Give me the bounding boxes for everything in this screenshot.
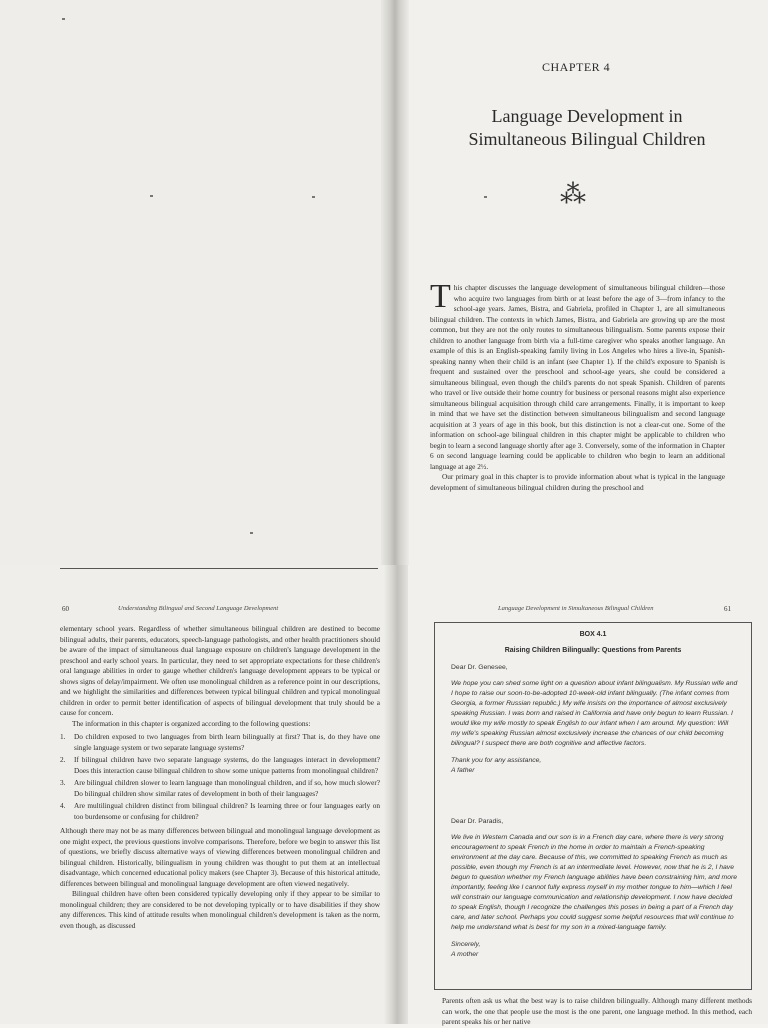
letter-salutation: Dear Dr. Paradis, [451, 818, 504, 825]
speck [484, 196, 487, 198]
box-title: Raising Children Bilingually: Questions from Parents [504, 647, 682, 654]
right-page-body [442, 996, 752, 1028]
left-page-body [60, 624, 380, 931]
question-item: 4. Are multilingual children distinct from bilingual children? Is learning three or four languages early on too burdensome or confusing for children? [60, 801, 380, 821]
running-head-right: Language Development in Simultaneous Bilingual Children [498, 605, 654, 612]
letter-from-father [451, 663, 739, 776]
running-head-left: Understanding Bilingual and Second Language Development [118, 605, 279, 612]
paragraph: elementary school years. Regardless of whether simultaneous bilingual children are destined to become bilingual adults, their parents, educators, speech-language pathologists, and other health practitioners should be aware of the impact of simultaneous dual language exposure on children's language development in the preschool and early school years. In particular, they need to set appropriate expectations for these children's oral language abilities in order to gauge whether children's language development appears to be typical or shows signs of delay/impairment. We often use monolingual children as a reference point in our descriptions, and we highlight the similarities and differences between typical bilingual children and typical monolingual children in order to permit better identification of aspects of bilingual development that truly should be a cause for concern. [60, 624, 380, 717]
book-gutter-top [381, 0, 409, 565]
chapter-title-line-2: Simultaneous Bilingual Children [468, 129, 706, 149]
paragraph: The information in this chapter is organized according to the following questions: [72, 718, 311, 728]
chapter-title [432, 105, 742, 151]
letter-body: We live in Western Canada and our son is in a French day care, where there is very strong encouragement to speak French in the home in order to maintain a French-speaking environment at the day care. Because of this, we committed to speaking French as much as possible, even though my French is at an intermediate level. However, now that he is 2, I have begun to question whether my French language abilities have been constraining him, and more importantly, feeling like I cannot fully express myself in my mother tongue to him—which I feel will constrain our language communication and relationship development. I now have decided to speak English, though I recognize the challenges this poses in being a part of a French day care, and later school. Perhaps you could suggest some helpful resources that will continue to help me understand what is best for my son in a mixed-language family. [451, 834, 738, 931]
question-item: 2. If bilingual children have two separate language systems, do the languages interact in development? Does this interaction cause bilingual children to show some unique patterns from monolingual children? [60, 755, 380, 775]
blank-page-top-left [0, 0, 392, 565]
sidebar-box-4-1 [434, 622, 752, 990]
chapter-opening-page [392, 0, 768, 565]
speck [312, 196, 315, 198]
chapter-title-line-1: Language Development in [491, 106, 683, 126]
paragraph: Parents often ask us what the best way is to raise children bilingually. Although many different methods can work, the one that people use the most is the one parent, one language method. In this method, each parent speaks his or her native [442, 996, 752, 1026]
letter-from-mother [451, 817, 739, 960]
speck [150, 195, 153, 197]
asterism-ornament-icon: ⁂ [560, 180, 586, 209]
chapter-label: CHAPTER 4 [542, 60, 611, 74]
book-gutter-bottom [384, 565, 408, 1024]
question-item: 3. Are bilingual children slower to learn language than monolingual children, and if so, how much slower? Do bilingual children show similar rates of development in both of their languages? [60, 778, 380, 798]
letter-salutation: Dear Dr. Genesee, [451, 664, 508, 671]
paragraph: Bilingual children have often been considered typically developing only if they appear to be similar to monolingual children; they are considered to be not developing typically or to have disabilities if they show any differences. This kind of attitude results when monolingual children's development is taken as the norm, even though, as discussed [60, 889, 380, 930]
page-number-right: 61 [724, 605, 731, 613]
page-number-left: 60 [62, 605, 69, 613]
intro-paragraph-1: his chapter discusses the language development of simultaneous bilingual children—those who acquire two languages from birth or at least before the age of 3—from infancy to the school-age years. James, Bistra, and Gabriela, profiled in Chapter 1, are all simultaneous bilingual children. The contexts in which James, Bistra, and Gabriela are growing up are the most common, but they are not the only routes to simultaneous bilingualism. Some parents expose their children to another language from birth via a full-time caregiver who speaks another language. An example of this is an English-speaking family living in Los Angeles who hires a live-in, Spanish-speaking nanny when their child is an infant (see Chapter 1). If the child's exposure to Spanish is frequent and sustained over the preschool and school-age years, she could be considered a simultaneous bilingual, even though the child's parents do not speak Spanish. Children of parents who travel or live outside their home country for business or personal reasons might also experience simultaneous bilingual acquisition through child care arrangements. Finally, it is important to keep in mind that we have set the distinction between simultaneous bilingualism and second language acquisition at 3 years of age in this book, but this distinction is not a clear-cut one. Some of the information on school-age bilingual children in this chapter might be applicable to children who begin to learn a second language shortly after age 3. Conversely, some of the information in Chapter 6 on second language learning could be applicable to children who begin to learn an additional language at age 2½. [430, 283, 725, 471]
letter-closing: Thank you for any assistance, [451, 757, 542, 764]
question-list [60, 732, 380, 822]
page-edge-rule [60, 568, 378, 569]
letter-signature: A father [451, 767, 475, 774]
chapter-introduction [430, 278, 725, 493]
letter-closing: Sincerely, [451, 941, 481, 948]
box-label: BOX 4.1 [579, 631, 607, 638]
speck [250, 532, 253, 534]
question-item: 1. Do children exposed to two languages from birth learn bilingually at first? That is, do they have one single language system or two separate language systems? [60, 732, 380, 752]
intro-paragraph-2: Our primary goal in this chapter is to provide information about what is typical in the language development of simultaneous bilingual children during the preschool and [430, 472, 725, 492]
letter-signature: A mother [451, 951, 479, 958]
speck [62, 18, 65, 20]
drop-cap-letter: T [430, 278, 451, 315]
letter-body: We hope you can shed some light on a question about infant bilingualism. My Russian wife and I hope to raise our soon-to-be-adopted 10-week-old infant bilingually. (The infant comes from Georgia, a former Russian republic.) My wife insists on the importance of almost exclusively speaking Russian. I was born and raised in California and have only begun to learn Russian. I would like my wife mostly to speak English to our infant when I am around. My question: Will my wife's speaking Russian almost exclusively increase the chances of our child becoming bilingual? I suspect there are both cognitive and affective factors. [451, 680, 738, 747]
paragraph: Although there may not be as many differences between bilingual and monolingual language development as one might expect, the previous questions involve comparisons. Therefore, before we begin to answer this list of questions, we briefly discuss alternative ways of viewing differences between monolingual children and bilingual children. Historically, bilingualism in young children was thought to put them at an intellectual disadvantage, which concerned educational policy makers (see Chapter 3). Because of this historical attitude, differences between bilingual and monolingual language development are often viewed negatively. [60, 826, 380, 888]
